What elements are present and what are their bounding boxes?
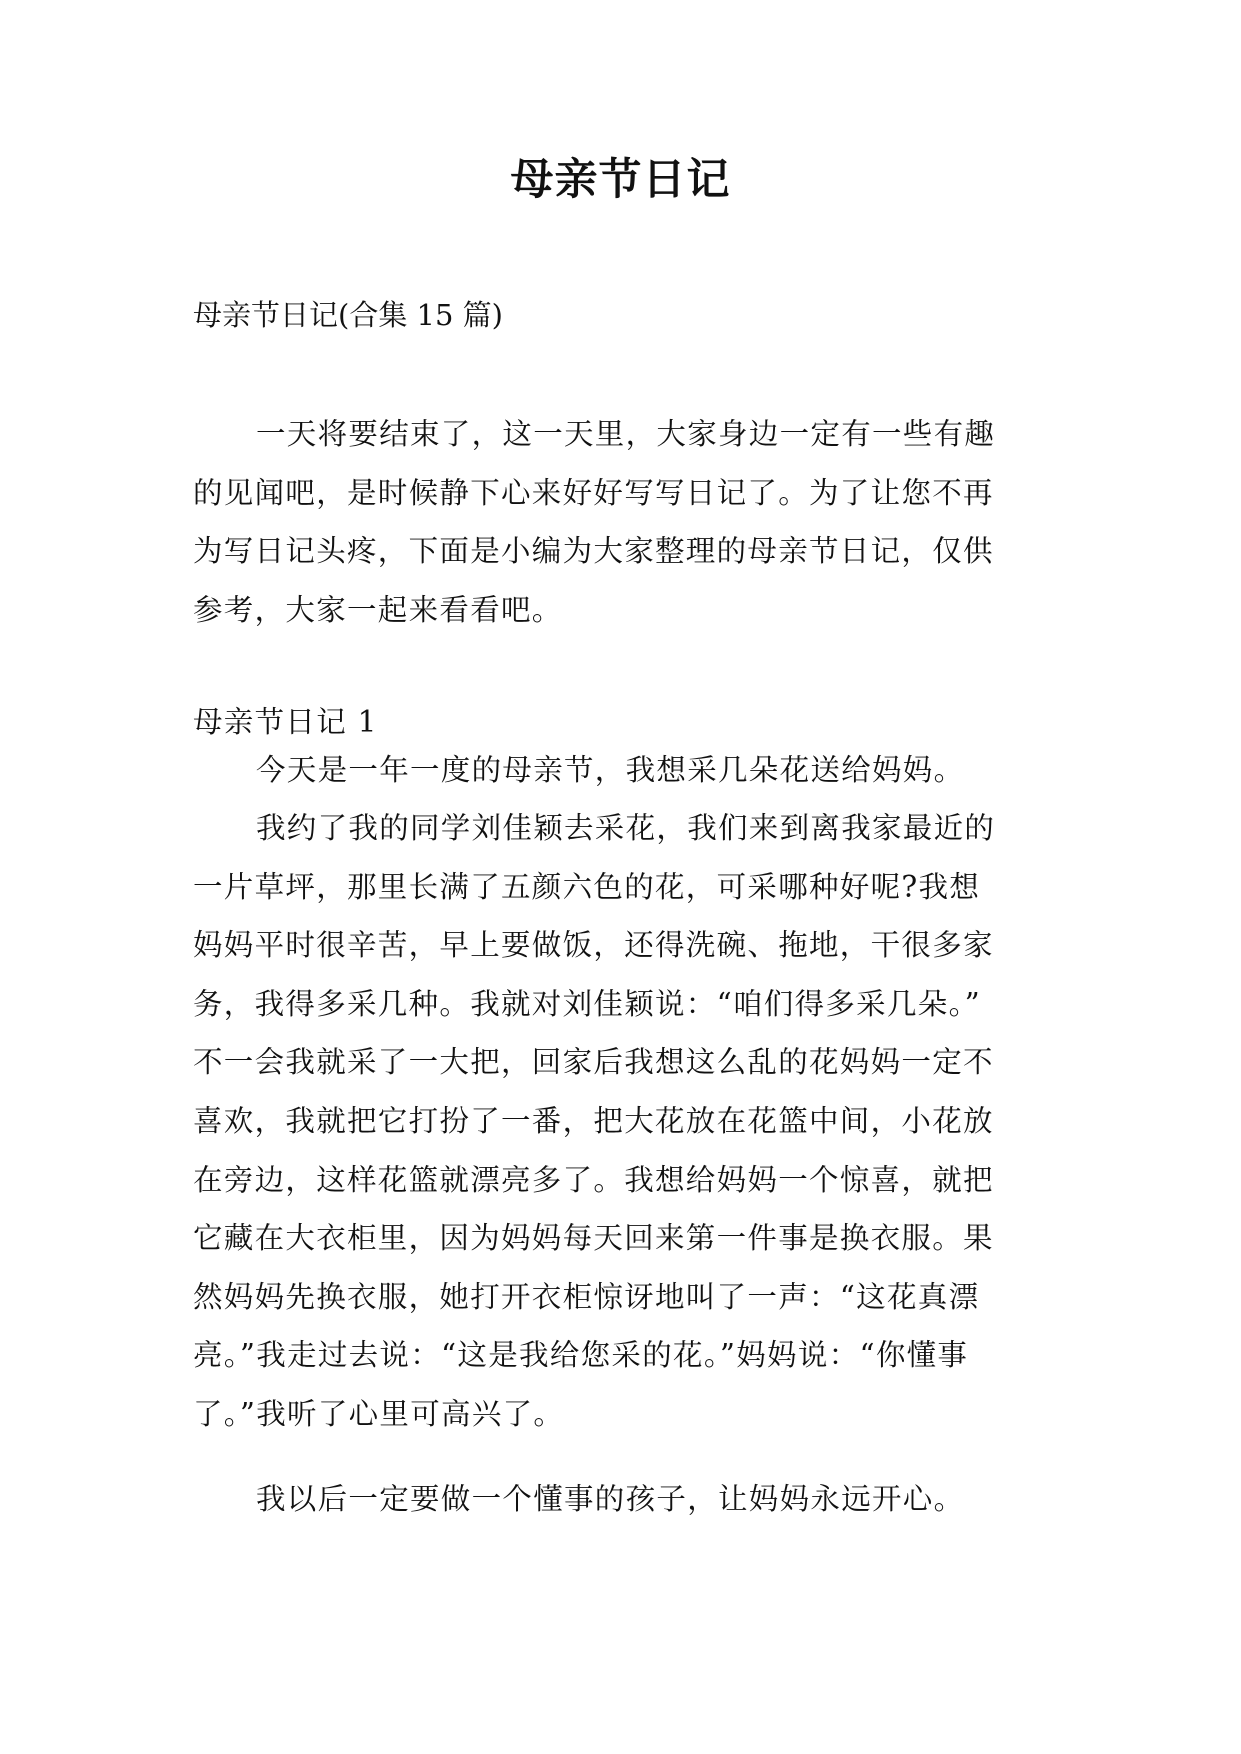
diary-1-heading: 母亲节日记 1 bbox=[193, 705, 378, 739]
paragraph-line: 今天是一年一度的母亲节，我想采几朵花送给妈妈。 bbox=[256, 753, 965, 787]
paragraph-line: 妈妈平时很辛苦，早上要做饭，还得洗碗、拖地，干很多家 bbox=[193, 928, 994, 963]
paragraph-line: 了。”我听了心里可高兴了。 bbox=[193, 1396, 565, 1431]
intro-line: 一天将要结束了，这一天里，大家身边一定有一些有趣 bbox=[256, 417, 996, 451]
paragraph-line: 在旁边，这样花篮就漂亮多了。我想给妈妈一个惊喜，就把 bbox=[193, 1162, 994, 1197]
intro-line: 的见闻吧，是时候静下心来好好写写日记了。为了让您不再 bbox=[193, 475, 994, 510]
diary-1-paragraph-3 bbox=[193, 1470, 1053, 1529]
paragraph-line: 一片草坪，那里长满了五颜六色的花，可采哪种好呢?我想 bbox=[193, 869, 981, 904]
document-subtitle: 母亲节日记(合集 15 篇) bbox=[193, 298, 503, 332]
paragraph-line: 我约了我的同学刘佳颖去采花，我们来到离我家最近的 bbox=[256, 811, 996, 845]
paragraph-line: 它藏在大衣柜里，因为妈妈每天回来第一件事是换衣服。果 bbox=[193, 1221, 994, 1256]
paragraph-line: 我以后一定要做一个懂事的孩子，让妈妈永远开心。 bbox=[256, 1482, 965, 1516]
intro-paragraph bbox=[193, 405, 1053, 639]
document-title: 母亲节日记 bbox=[510, 155, 731, 205]
diary-1-paragraph-1 bbox=[193, 741, 1053, 800]
diary-1-paragraph-2 bbox=[193, 799, 1053, 1444]
intro-line: 为写日记头疼，下面是小编为大家整理的母亲节日记，仅供 bbox=[193, 534, 994, 569]
paragraph-line: 然妈妈先换衣服，她打开衣柜惊讶地叫了一声：“这花真漂 bbox=[193, 1279, 980, 1314]
paragraph-line: 务，我得多采几种。我就对刘佳颖说：“咱们得多采几朵。” bbox=[193, 986, 982, 1021]
paragraph-line: 喜欢，我就把它打扮了一番，把大花放在花篮中间，小花放 bbox=[193, 1103, 994, 1138]
paragraph-line: 不一会我就采了一大把，回家后我想这么乱的花妈妈一定不 bbox=[193, 1045, 994, 1080]
intro-line: 参考，大家一起来看看吧。 bbox=[193, 592, 563, 627]
paragraph-line: 亮。”我走过去说：“这是我给您采的花。”妈妈说：“你懂事 bbox=[193, 1338, 969, 1373]
